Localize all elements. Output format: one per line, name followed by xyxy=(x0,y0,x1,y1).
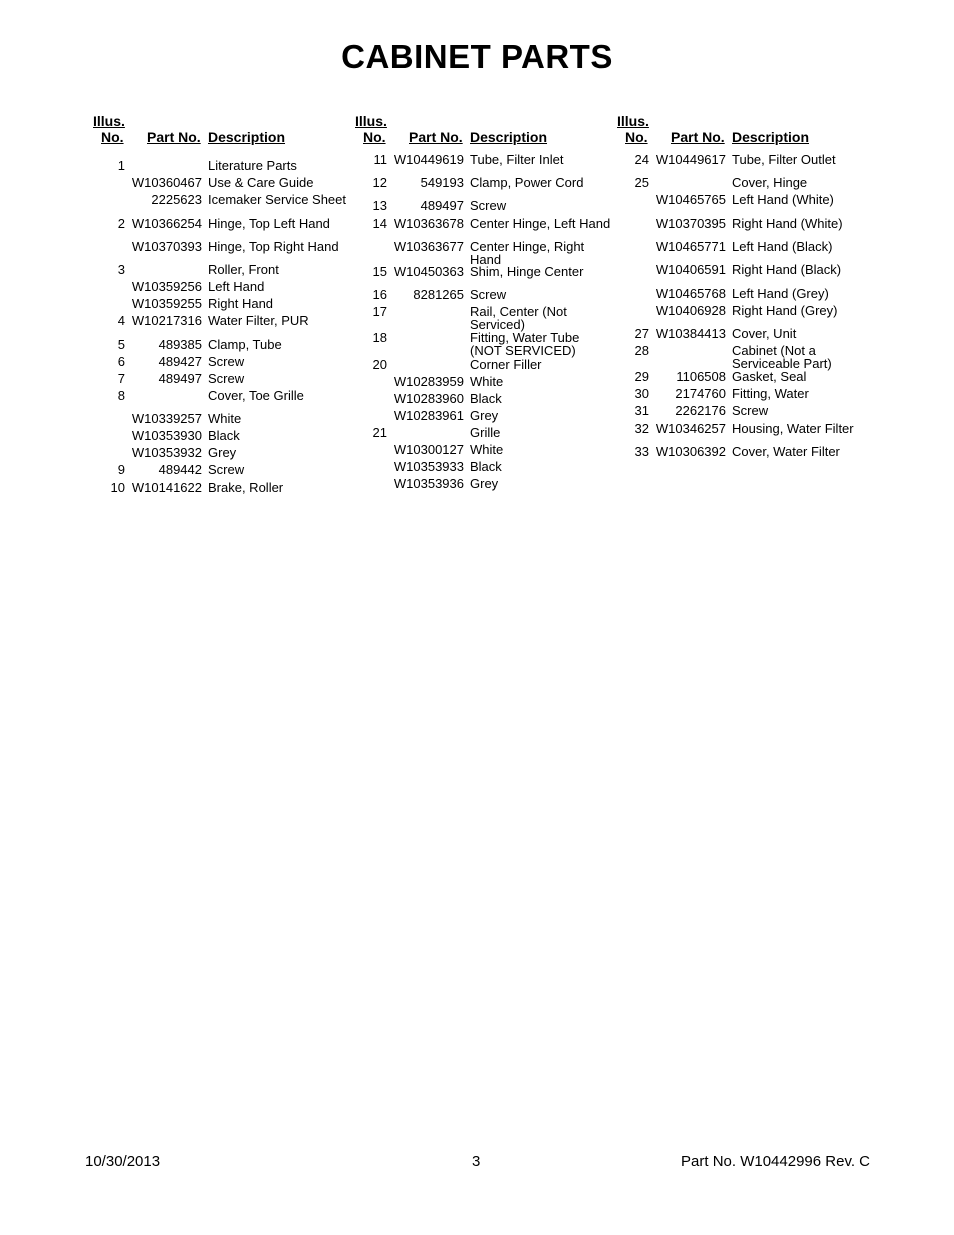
illus-number: 7 xyxy=(117,371,125,386)
part-description: Hinge, Top Left Hand xyxy=(208,216,330,231)
part-description: Screw xyxy=(732,403,769,418)
part-number: W10406928 xyxy=(655,303,726,318)
part-description: Clamp, Power Cord xyxy=(470,175,584,190)
illus-number: 30 xyxy=(634,386,649,401)
part-number: W10141622 xyxy=(131,480,202,495)
part-number: W10283959 xyxy=(393,374,464,389)
illus-number: 12 xyxy=(372,175,387,190)
part-description: Brake, Roller xyxy=(208,480,284,495)
part-description: Right Hand (Grey) xyxy=(732,303,838,318)
part-description: Screw xyxy=(470,287,507,302)
part-description: White xyxy=(470,374,504,389)
part-number: W10370393 xyxy=(131,239,202,254)
part-number: 2174760 xyxy=(675,386,726,401)
page-title: CABINET PARTS xyxy=(341,38,613,75)
part-description: Black xyxy=(208,428,240,443)
part-description: White xyxy=(470,442,504,457)
illus-number: 25 xyxy=(634,175,649,190)
table-row xyxy=(355,240,625,266)
part-description: Gasket, Seal xyxy=(732,369,807,384)
illus-number: 21 xyxy=(372,425,387,440)
part-number: 489442 xyxy=(158,462,202,477)
part-number: W10363678 xyxy=(393,216,464,231)
column-header-part-no: Part No. xyxy=(409,129,463,145)
part-description: Rail, Center (Not xyxy=(470,304,567,319)
footer-date: 10/30/2013 xyxy=(85,1153,161,1170)
table-row xyxy=(355,305,625,331)
part-description: Left Hand (Black) xyxy=(732,239,833,254)
table-row xyxy=(355,331,625,357)
footer-page-number: 3 xyxy=(472,1153,481,1170)
illus-number: 9 xyxy=(117,462,125,477)
part-description: Fitting, Water Tube xyxy=(470,330,580,345)
illus-number: 11 xyxy=(373,152,387,167)
part-description: Cover, Water Filter xyxy=(732,444,840,459)
part-number: W10217316 xyxy=(131,313,202,328)
part-number: W10449619 xyxy=(393,152,464,167)
part-description: Cover, Unit xyxy=(732,326,797,341)
part-description-continued: Serviceable Part) xyxy=(732,356,832,371)
illus-number: 33 xyxy=(634,444,649,459)
part-number: W10353933 xyxy=(393,459,464,474)
table-row xyxy=(93,481,363,507)
part-description: Left Hand (Grey) xyxy=(732,286,829,301)
illus-number: 13 xyxy=(372,198,387,213)
part-description: Screw xyxy=(470,198,507,213)
part-description-continued: Hand xyxy=(470,252,502,267)
part-number: W10306392 xyxy=(655,444,726,459)
part-number: W10465768 xyxy=(655,286,726,301)
part-description: Grey xyxy=(470,476,499,491)
part-description: Center Hinge, Right xyxy=(470,239,585,254)
part-description: Cover, Hinge xyxy=(732,175,808,190)
part-description: Icemaker Service Sheet xyxy=(208,192,347,207)
part-number: W10363677 xyxy=(393,239,464,254)
part-number: W10353936 xyxy=(393,476,464,491)
column-header-illus: Illus. No. xyxy=(617,113,649,145)
illus-number: 10 xyxy=(110,480,125,495)
part-number: W10360467 xyxy=(131,175,202,190)
part-description: Right Hand (White) xyxy=(732,216,843,231)
illus-number: 14 xyxy=(372,216,387,231)
part-description-continued: Serviced) xyxy=(470,317,525,332)
part-description: Left Hand (White) xyxy=(732,192,834,207)
part-description: Clamp, Tube xyxy=(208,337,282,352)
part-number: W10370395 xyxy=(655,216,726,231)
illus-number: 16 xyxy=(372,287,387,302)
part-description: Corner Filler xyxy=(470,357,542,372)
illus-number: 8 xyxy=(117,388,125,403)
footer-part-number: Part No. W10442996 Rev. C xyxy=(681,1153,870,1170)
table-row xyxy=(617,445,887,471)
column-header-description: Description xyxy=(732,129,810,145)
illus-number: 27 xyxy=(634,326,649,341)
part-description: Shim, Hinge Center xyxy=(470,264,584,279)
part-description: Screw xyxy=(208,354,245,369)
column-header-illus: Illus. No. xyxy=(355,113,387,145)
illus-number: 24 xyxy=(634,152,649,167)
part-number: W10449617 xyxy=(655,152,726,167)
illus-number: 17 xyxy=(372,304,387,319)
part-number: W10283961 xyxy=(393,408,464,423)
part-description: Fitting, Water xyxy=(732,386,809,401)
part-number: 489427 xyxy=(158,354,202,369)
illus-number: 6 xyxy=(117,354,125,369)
illus-number: 32 xyxy=(634,421,649,436)
part-description: Screw xyxy=(208,462,245,477)
part-description: Grey xyxy=(208,445,237,460)
part-number: 489497 xyxy=(158,371,202,386)
table-row xyxy=(355,477,625,503)
part-description: Right Hand (Black) xyxy=(732,262,842,277)
part-number: W10384413 xyxy=(655,326,726,341)
part-description: Right Hand xyxy=(208,296,274,311)
illus-number: 29 xyxy=(634,369,649,384)
part-description: White xyxy=(208,411,242,426)
part-description: Screw xyxy=(208,371,245,386)
part-number: W10353930 xyxy=(131,428,202,443)
part-description-continued: (NOT SERVICED) xyxy=(470,343,576,358)
part-description: Water Filter, PUR xyxy=(208,313,309,328)
part-number: 489497 xyxy=(420,198,464,213)
part-number: W10300127 xyxy=(393,442,464,457)
illus-number: 15 xyxy=(372,264,387,279)
illus-number: 1 xyxy=(117,158,125,173)
illus-number: 28 xyxy=(634,343,649,358)
part-description: Cover, Toe Grille xyxy=(208,388,304,403)
part-number: W10346257 xyxy=(655,421,726,436)
part-number: 2262176 xyxy=(675,403,726,418)
part-number: W10465765 xyxy=(655,192,726,207)
part-description: Literature Parts xyxy=(208,158,297,173)
part-number: W10406591 xyxy=(655,262,726,277)
column-header-part-no: Part No. xyxy=(671,129,725,145)
illus-number: 31 xyxy=(634,403,649,418)
part-description: Use & Care Guide xyxy=(208,175,314,190)
illus-number: 20 xyxy=(372,357,387,372)
part-description: Black xyxy=(470,391,502,406)
part-description: Grey xyxy=(470,408,499,423)
illus-number: 4 xyxy=(117,313,125,328)
part-description: Cabinet (Not a xyxy=(732,343,816,358)
illus-number: 2 xyxy=(117,216,125,231)
illus-number: 18 xyxy=(372,330,387,345)
part-description: Center Hinge, Left Hand xyxy=(470,216,611,231)
part-description: Roller, Front xyxy=(208,262,279,277)
illus-number: 3 xyxy=(117,262,125,277)
column-header-part-no: Part No. xyxy=(147,129,201,145)
part-number: 489385 xyxy=(158,337,202,352)
part-number: W10465771 xyxy=(655,239,726,254)
column-header-description: Description xyxy=(208,129,286,145)
table-row xyxy=(617,344,887,370)
part-description: Tube, Filter Outlet xyxy=(732,152,836,167)
part-number: W10283960 xyxy=(393,391,464,406)
column-header-description: Description xyxy=(470,129,548,145)
part-number: W10359255 xyxy=(131,296,202,311)
part-number: 2225623 xyxy=(151,192,202,207)
part-number: W10359256 xyxy=(131,279,202,294)
part-description: Left Hand xyxy=(208,279,265,294)
part-number: 549193 xyxy=(420,175,464,190)
part-number: W10450363 xyxy=(393,264,464,279)
part-description: Hinge, Top Right Hand xyxy=(208,239,339,254)
part-description: Tube, Filter Inlet xyxy=(470,152,564,167)
part-number: 1106508 xyxy=(676,369,726,384)
part-description: Housing, Water Filter xyxy=(732,421,854,436)
column-header-illus: Illus. No. xyxy=(93,113,125,145)
part-number: W10353932 xyxy=(131,445,202,460)
part-number: W10366254 xyxy=(131,216,202,231)
part-description: Grille xyxy=(470,425,501,440)
part-number: 8281265 xyxy=(413,287,464,302)
part-number: W10339257 xyxy=(131,411,202,426)
part-description: Black xyxy=(470,459,502,474)
illus-number: 5 xyxy=(117,337,125,352)
